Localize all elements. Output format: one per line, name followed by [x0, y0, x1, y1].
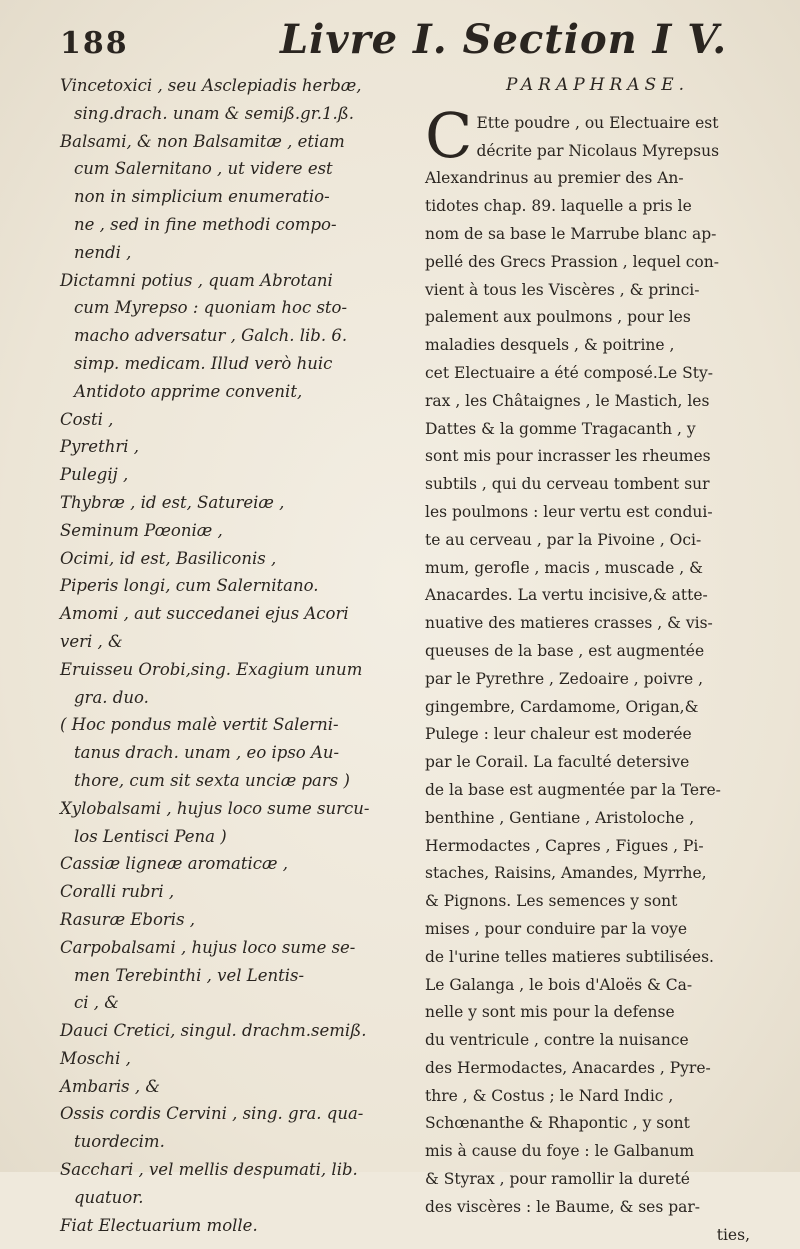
recipe-line: Ossis cordis Cervini , sing. gra. qua- — [60, 1104, 364, 1124]
recipe-line: Coralli rubri , — [60, 882, 175, 902]
paraphrase-line: Dattes & la gomme Tragacanth , y — [425, 419, 696, 438]
recipe-line: macho adversatur , Galch. lib. 6. — [74, 326, 348, 346]
paraphrase-line: nuative des matieres crasses , & vis- — [425, 614, 713, 633]
paraphrase-line: te au cerveau , par la Pivoine , Oci- — [425, 530, 702, 549]
recipe-line: cum Salernitano , ut videre est — [74, 159, 333, 179]
recipe-line: ci , & — [74, 993, 119, 1013]
recipe-line: ( Hoc pondus malè vertit Salerni- — [60, 715, 339, 735]
recipe-line: Ambaris , & — [60, 1076, 161, 1096]
recipe-line: Ocimi, id est, Basiliconis , — [60, 548, 277, 568]
paraphrase-line: palement aux poulmons , pour les — [425, 308, 691, 327]
paraphrase-line: les poulmons : leur vertu est condui- — [425, 502, 713, 521]
paraphrase-line: Le Galanga , le bois d'Aloës & Ca- — [425, 975, 693, 994]
recipe-line: Thybræ , id est, Satureiæ , — [60, 492, 285, 512]
paraphrase-line: par le Corail. La faculté detersive — [425, 753, 690, 772]
paraphrase-line: tidotes chap. 89. laquelle a pris le — [425, 197, 692, 216]
recipe-line: Antidoto apprime convenit, — [74, 381, 303, 401]
recipe-line: men Terebinthi , vel Lentis- — [74, 965, 305, 985]
recipe-line: thore, cum sit sexta unciæ pars ) — [74, 770, 350, 790]
recipe-line: Fiat Electuarium molle. — [60, 1215, 258, 1235]
recipe-line: quatuor. — [74, 1187, 144, 1207]
paraphrase-line: par le Pyrethre , Zedoaire , poivre , — [425, 669, 704, 688]
paraphrase-line: Alexandrinus au premier des An- — [425, 169, 684, 188]
paraphrase-line: gingembre, Cardamome, Origan,& — [425, 697, 699, 716]
catchword: ties, — [716, 1225, 750, 1244]
paraphrase-line: du ventricule , contre la nuisance — [425, 1031, 689, 1050]
paraphrase-line: maladies desquels , & poitrine , — [425, 336, 675, 355]
paraphrase-line: de la base est augmentée par la Tere- — [425, 780, 721, 799]
paraphrase-line: benthine , Gentiane , Aristoloche , — [425, 808, 695, 827]
recipe-line: Vincetoxici , seu Asclepiadis herbæ, — [60, 76, 362, 95]
paraphrase-line: mises , pour conduire par la voye — [425, 919, 688, 938]
recipe-line: Costi , — [60, 409, 114, 429]
paraphrase-line: rax , les Châtaignes , le Mastich, les — [425, 391, 710, 410]
recipe-line: Pulegij , — [60, 465, 129, 485]
recipe-line: Piperis longi, cum Salernitano. — [60, 576, 319, 596]
paraphrase-line: des viscères : le Baume, & ses par- — [425, 1197, 701, 1216]
paraphrase-line: staches, Raisins, Amandes, Myrrhe, — [425, 864, 707, 883]
recipe-line: Rasuræ Eboris , — [60, 909, 196, 929]
recipe-line: tuordecim. — [74, 1132, 165, 1152]
recipe-line: Eruisseu Orobi,sing. Exagium unum — [60, 659, 363, 679]
recipe-line: Balsami, & non Balsamitæ , etiam — [60, 131, 345, 151]
page-header — [60, 14, 760, 74]
recipe-line: Dauci Cretici, singul. drachm.semiß. — [60, 1021, 367, 1041]
recipe-line: non in simplicium enumeratio- — [74, 187, 330, 207]
paraphrase-line: vient à tous les Viscères , & princi- — [425, 280, 700, 299]
recipe-line: ne , sed in fine methodi compo- — [74, 214, 337, 234]
recipe-line: Cassiæ ligneæ aromaticæ , — [60, 854, 288, 874]
paraphrase-line: mis à cause du foye : le Galbanum — [425, 1142, 695, 1161]
recipe-line: cum Myrepso : quoniam hoc sto- — [74, 298, 348, 318]
paraphrase-line: & Pignons. Les semences y sont — [425, 892, 678, 911]
paraphrase-line: Schœnanthe & Rhapontic , y sont — [425, 1114, 690, 1133]
paraphrase-line: & Styrax , pour ramollir la dureté — [425, 1170, 690, 1189]
recipe-line: Carpobalsami , hujus loco sume se- — [60, 937, 356, 957]
recipe-line: sing.drach. unam & semiß.gr.1.ß. — [74, 103, 355, 123]
paraphrase-line: pellé des Grecs Prassion , lequel con- — [425, 252, 719, 271]
paraphrase-line: décrite par Nicolaus Myrepsus — [476, 141, 720, 160]
recipe-line: Dictamni potius , quam Abrotani — [60, 270, 333, 290]
recipe-line: Amomi , aut succedanei ejus Acori — [60, 604, 349, 624]
recipe-line: nendi , — [74, 242, 132, 262]
recipe-line: Xylobalsami , hujus loco sume surcu- — [60, 798, 370, 818]
paraphrase-line: Pulege : leur chaleur est moderée — [425, 725, 692, 744]
paraphrase-body — [425, 98, 770, 1222]
paraphrase-line: nelle y sont mis pour la defense — [425, 1003, 675, 1022]
paraphrase-line: Anacardes. La vertu incisive,& atte- — [425, 586, 708, 605]
drop-cap: C — [425, 98, 473, 172]
recipe-line: veri , & — [60, 631, 123, 651]
paraphrase-line: cet Electuaire a été composé.Le Sty- — [425, 363, 713, 382]
paraphrase-line: Hermodactes , Capres , Figues , Pi- — [425, 836, 704, 855]
paraphrase-line: nom de sa base le Marrube blanc ap- — [425, 224, 717, 243]
latin-recipe-column — [60, 72, 390, 1239]
paraphrase-line: des Hermodactes, Anacardes , Pyre- — [425, 1058, 711, 1077]
paraphrase-line: subtils , qui du cerveau tombent sur — [425, 475, 710, 494]
paraphrase-line: sont mis pour incrasser les rheumes — [425, 447, 711, 466]
recipe-line: simp. medicam. Illud verò huic — [74, 353, 333, 373]
paraphrase-column — [425, 72, 770, 1249]
paraphrase-line: de l'urine telles matieres subtilisées. — [425, 947, 714, 966]
recipe-line: gra. duo. — [74, 687, 149, 707]
paraphrase-heading: PARAPHRASE. — [505, 75, 690, 95]
paraphrase-line: thre , & Costus ; le Nard Indic , — [425, 1086, 674, 1105]
paraphrase-line: mum, gerofle , macis , muscade , & — [425, 558, 703, 577]
recipe-line: Moschi , — [60, 1048, 131, 1068]
page-number: 188 — [60, 26, 129, 61]
paraphrase-line: queuses de la base , est augmentée — [425, 641, 705, 660]
recipe-line: Pyrethri , — [60, 437, 139, 457]
recipe-line: los Lentisci Pena ) — [74, 826, 227, 846]
paraphrase-line: Ette poudre , ou Electuaire est — [476, 113, 719, 132]
recipe-line: Sacchari , vel mellis despumati, lib. — [60, 1160, 358, 1180]
running-title: Livre I. Section I V. — [280, 16, 728, 63]
recipe-line: tanus drach. unam , eo ipso Au- — [74, 743, 340, 763]
recipe-line: Seminum Pœoniæ , — [60, 520, 223, 540]
